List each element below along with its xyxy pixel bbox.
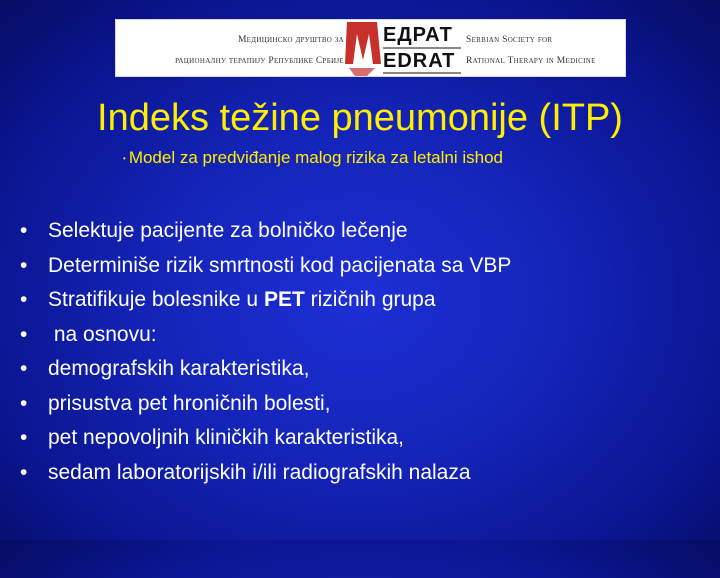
bullet-text-bold: PET [263,288,305,311]
banner-right-line1: Serbian Society for [466,35,553,45]
bullet-text: pet nepovoljnih kliničkih karakteristika, [48,426,405,449]
society-banner [115,19,626,77]
bullet-marker: • [20,391,28,415]
bullet-marker: • [20,219,28,242]
bullet-marker: • [20,460,28,484]
bullet-item [0,458,471,493]
bullet-text: na osnovu: [48,322,157,346]
banner-serbian-name [116,30,344,72]
bullet-marker: • [20,322,28,346]
banner-left-line2: рационалну терапију Републике Србије [175,56,344,66]
bullet-item [0,389,331,424]
subtitle-text: Model za predviđanje malog rizika za letalni ishod [128,148,504,167]
slide-title: Indeks težine pneumonije (ITP) [97,97,623,139]
bullet-text: demografskih karakteristika, [48,357,310,380]
bullet-item [0,216,408,251]
bullet-text: sedam laboratorijskih i/ili radiografskih nalaza [48,460,471,484]
bullet-text-pre: Stratifikuje bolesnike u [48,288,264,311]
banner-english-name [466,30,627,72]
banner-left-line1: Медицинско друштво за [237,35,344,45]
bullet-item [0,423,405,458]
logo-m-shape [345,22,381,64]
logo-m-base [349,68,375,76]
bullet-text [48,285,436,315]
bullet-marker: • [20,288,28,311]
medrat-logo [345,20,463,78]
logo-line2: EDRAT [383,50,456,72]
bullet-item [0,251,512,286]
bullet-marker: • [20,357,28,380]
bullet-text: Selektuje pacijente za bolničko lečenje [48,219,408,242]
logo-line1: ЕДРАТ [383,24,453,46]
bullet-marker: • [20,426,28,449]
banner-right-line2: Rational Therapy in Medicine [466,56,596,66]
bullet-text: prisustva pet hroničnih bolesti, [48,391,331,415]
bullet-item [0,320,157,355]
bullet-item [0,354,310,389]
bullet-text-post: rizičnih grupa [304,288,436,311]
subtitle-bullet: • [123,153,126,163]
bullet-list [0,216,512,492]
slide-subtitle [123,146,503,171]
bullet-marker: • [20,253,28,277]
bullet-text: Determiniše rizik smrtnosti kod pacijenata sa VBP [48,253,512,277]
bullet-item [0,285,436,320]
